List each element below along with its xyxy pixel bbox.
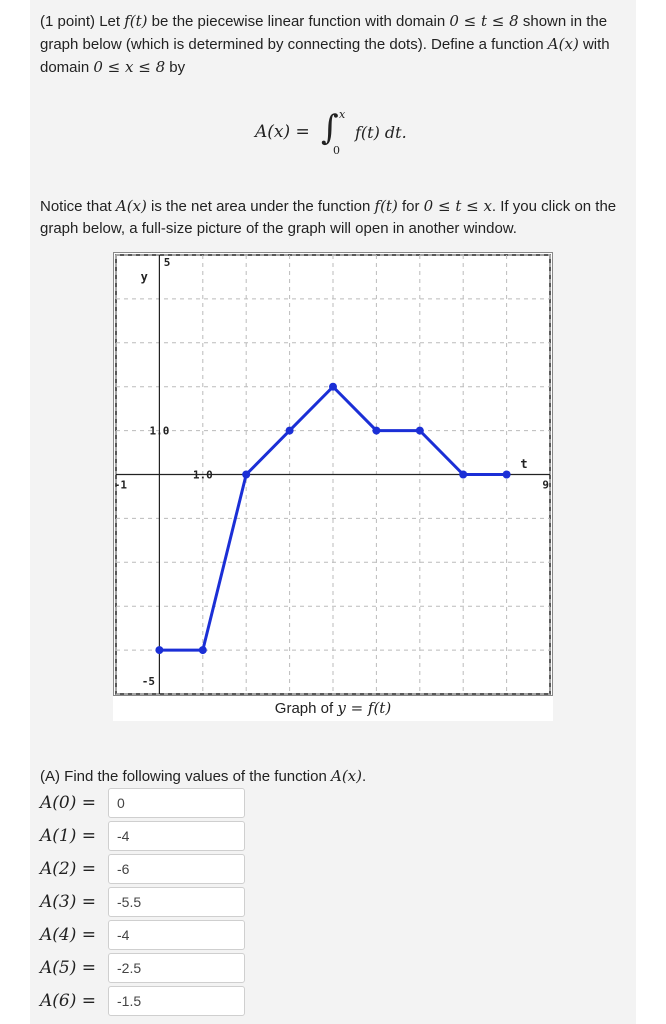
caption-text: Graph of — [274, 700, 338, 717]
intro-text: shown in the graph below (which is determined by connecting the dots). Define a function — [40, 13, 608, 53]
notice-f-of-t: f(t) — [374, 197, 398, 215]
answer-input-a5[interactable] — [108, 953, 245, 983]
t-axis-label: t — [520, 456, 528, 471]
data-point — [242, 471, 250, 479]
upper-limit: x — [339, 108, 346, 121]
notice-text: Notice that — [40, 198, 116, 215]
x-max-label: 9 — [542, 478, 549, 492]
equation-lhs: A(x) = — [255, 122, 310, 142]
y-axis-label: y — [140, 269, 148, 284]
answer-row-a2 — [40, 853, 245, 885]
domain-t: 0 ≤ t ≤ 8 — [449, 12, 519, 30]
problem-statement — [40, 10, 620, 79]
answer-row-a4 — [40, 919, 245, 951]
answer-row-a1 — [40, 820, 245, 852]
answer-label: A(1) = — [40, 826, 97, 846]
axis-labels — [114, 256, 549, 688]
notice-text: for — [397, 198, 424, 215]
data-point — [199, 646, 207, 654]
answer-row-a5 — [40, 952, 245, 984]
intro-text: with domain — [40, 36, 610, 76]
data-point — [459, 471, 467, 479]
answer-input-a3[interactable] — [108, 887, 245, 917]
y-max-label: 5 — [163, 255, 171, 269]
integral-sign: ∫ — [321, 108, 339, 148]
domain-x: 0 ≤ x ≤ 8 — [93, 58, 166, 76]
x-min-label: -1 — [114, 478, 127, 492]
data-point — [329, 383, 337, 391]
x-tick-label: 1.0 — [192, 468, 213, 482]
answer-label: A(3) = — [40, 892, 97, 912]
answer-input-a0[interactable] — [108, 788, 245, 818]
caption-math: y = f(t) — [337, 699, 392, 717]
notice-a-of-x: A(x) — [115, 197, 147, 215]
data-point — [155, 646, 163, 654]
answer-row-a0 — [40, 787, 245, 819]
answer-label: A(0) = — [40, 793, 97, 813]
answer-label: A(2) = — [40, 859, 97, 879]
answer-input-a1[interactable] — [108, 821, 245, 851]
function-graph[interactable] — [114, 253, 552, 696]
answer-row-a3 — [40, 886, 245, 918]
answer-input-a6[interactable] — [108, 986, 245, 1016]
prompt-text: (A) Find the following values of the function — [40, 768, 331, 785]
notice-text: is the net area under the function — [146, 198, 375, 215]
notice-statement — [40, 195, 620, 240]
answer-label: A(5) = — [40, 958, 97, 978]
notice-range: 0 ≤ t ≤ x — [423, 197, 492, 215]
data-point — [286, 427, 294, 435]
y-tick-label: 1.0 — [149, 424, 170, 438]
notice-text: . If you click on the graph below, a full-size picture of the graph will open in another window. — [40, 198, 617, 237]
prompt-math: A(x) — [331, 767, 362, 785]
y-min-label: -5 — [141, 675, 156, 689]
part-a-prompt — [40, 765, 366, 788]
intro-text: by — [165, 59, 186, 76]
answer-label: A(4) = — [40, 925, 97, 945]
answer-input-a4[interactable] — [108, 920, 245, 950]
answer-row-a6 — [40, 985, 245, 1017]
data-point — [503, 471, 511, 479]
f-of-t: f(t) — [124, 12, 148, 30]
data-point — [416, 427, 424, 435]
graph-link[interactable] — [113, 252, 553, 720]
graph-caption — [113, 695, 553, 721]
lower-limit: 0 — [333, 144, 340, 157]
integrand: f(t) dt. — [355, 123, 407, 142]
intro-text: (1 point) Let — [40, 13, 125, 30]
intro-text: be the piecewise linear function with domain — [147, 13, 450, 30]
answer-label: A(6) = — [40, 991, 97, 1011]
prompt-text: . — [362, 768, 367, 785]
data-point — [372, 427, 380, 435]
a-of-x: A(x) — [547, 35, 579, 53]
answer-input-a2[interactable] — [108, 854, 245, 884]
